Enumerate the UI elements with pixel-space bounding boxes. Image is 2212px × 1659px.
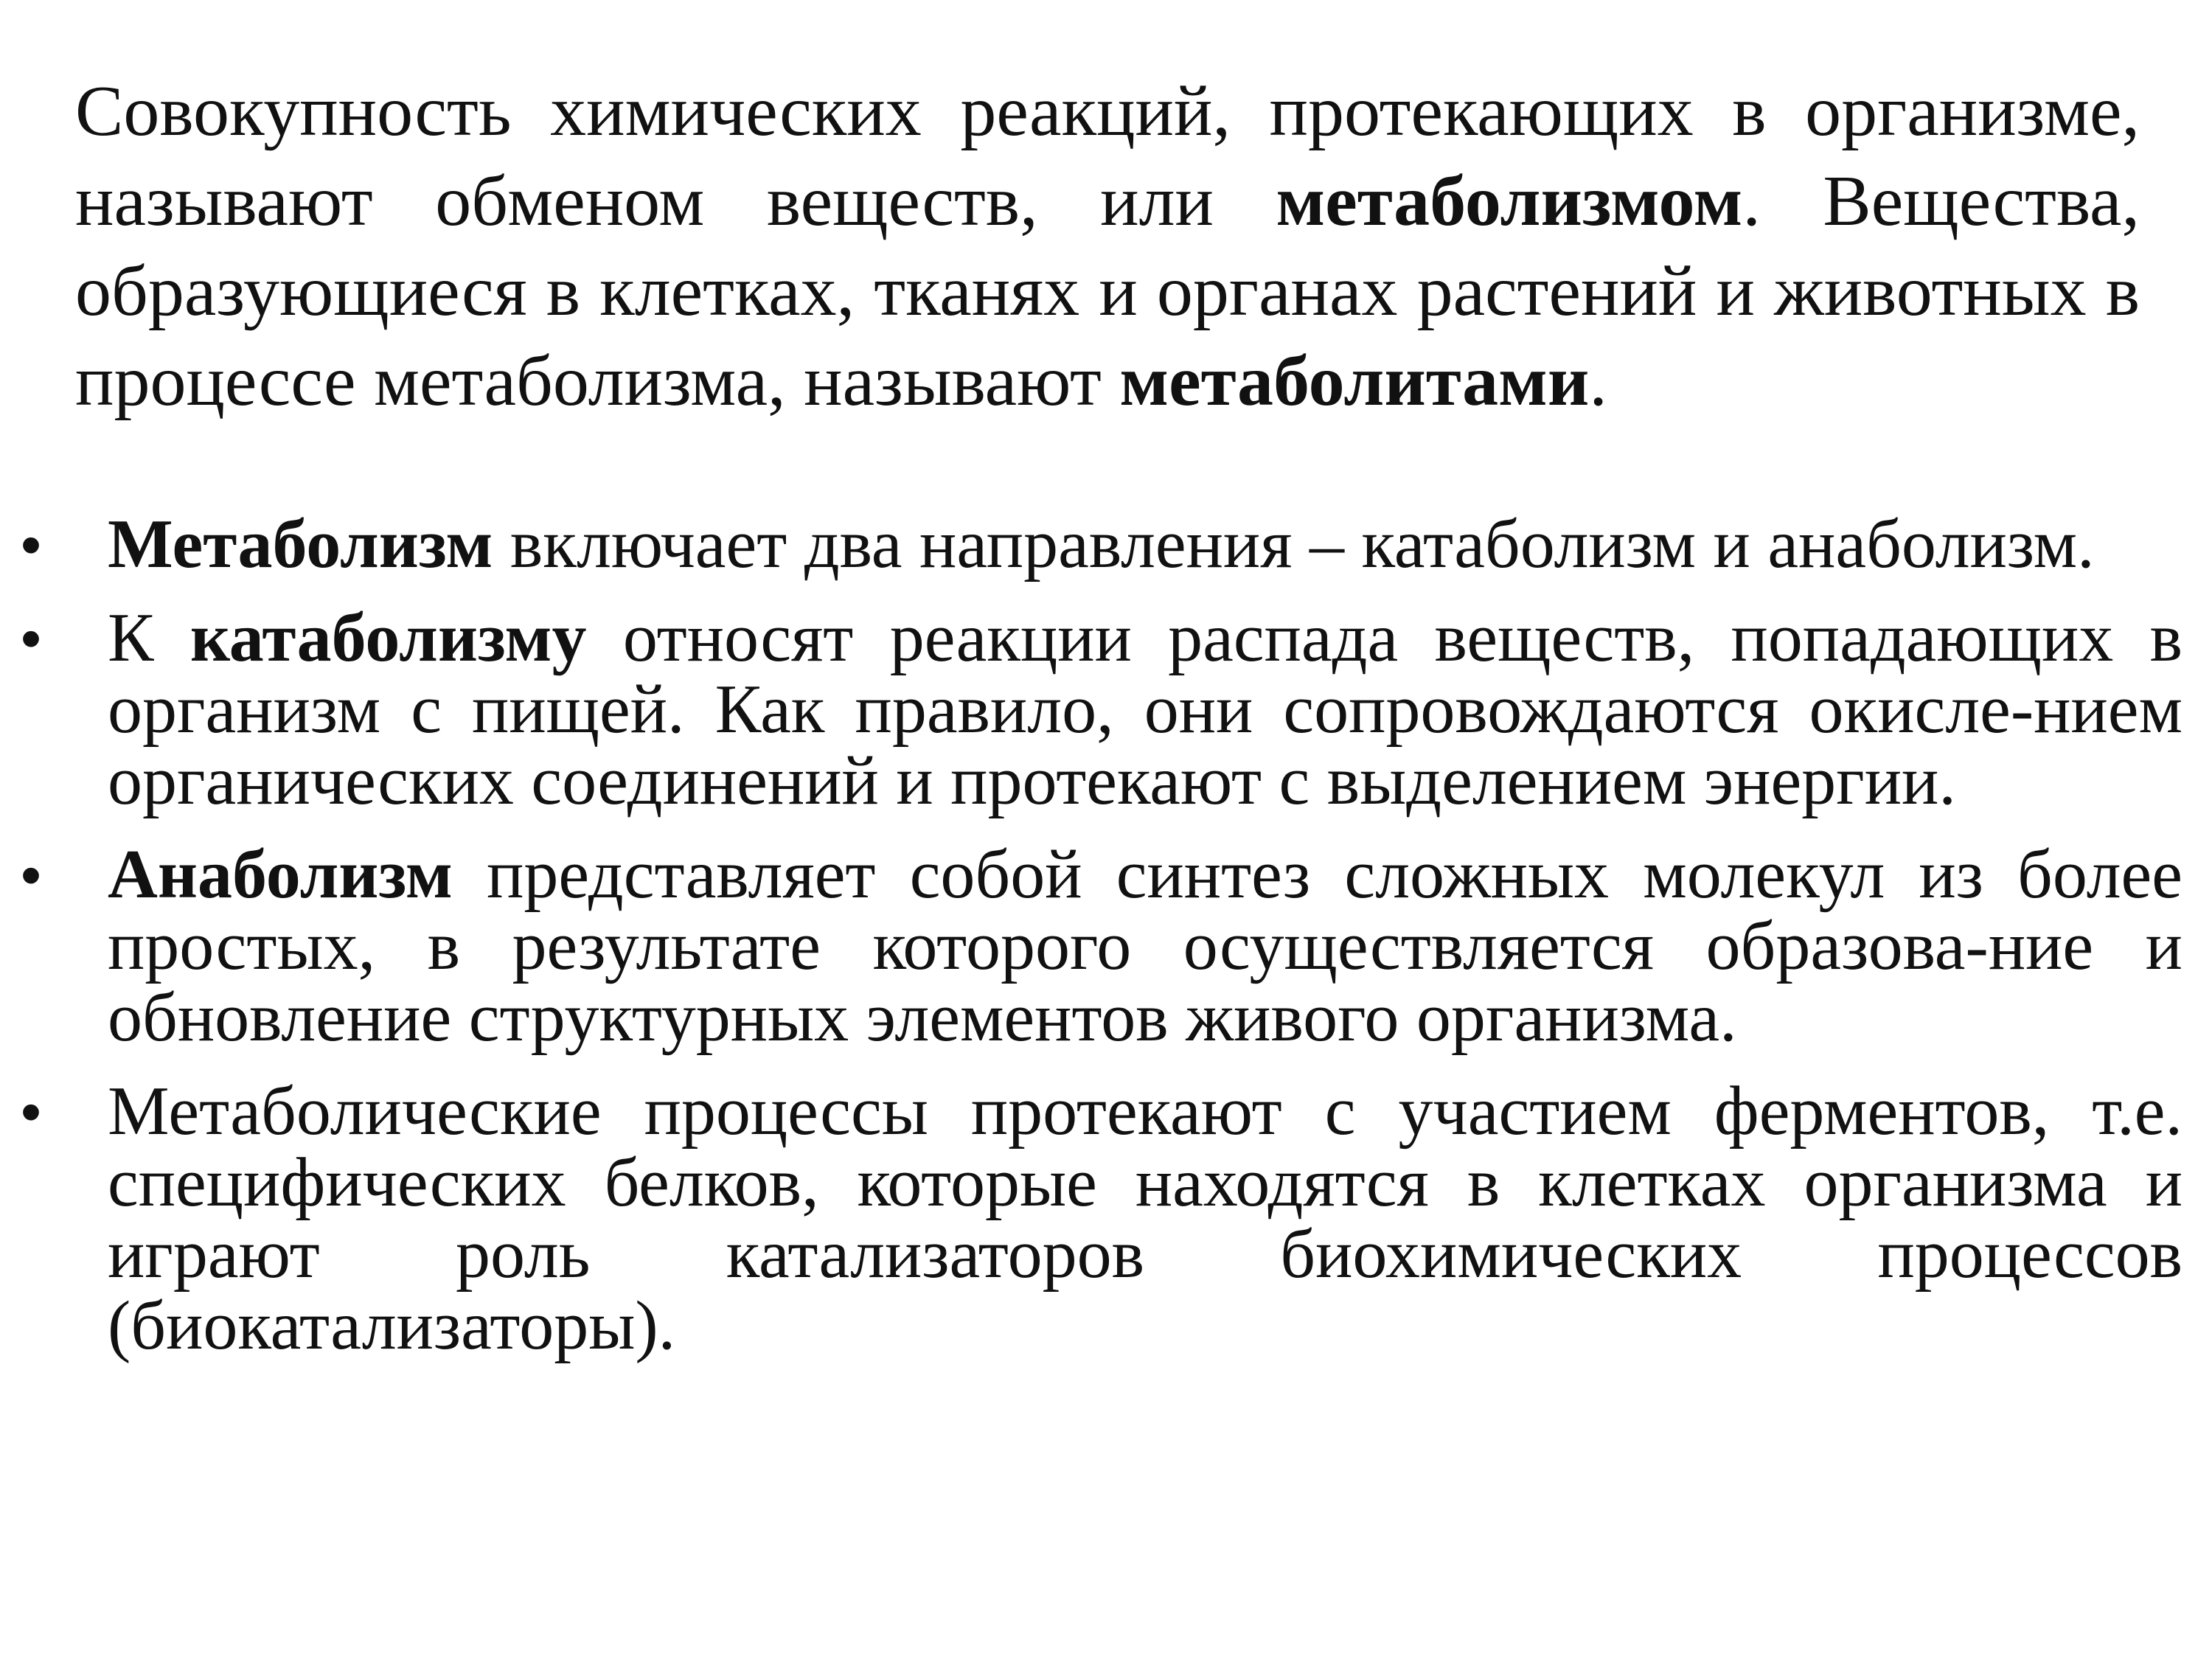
bullet-list	[0, 506, 2183, 1384]
bullet-prefix: К	[108, 599, 191, 676]
bullet-icon: •	[21, 842, 42, 908]
intro-text-part3: .	[1589, 341, 1607, 421]
bullet-text	[108, 1073, 2183, 1364]
bullet-icon: •	[21, 1079, 42, 1144]
bullet-icon: •	[21, 605, 42, 671]
bullet-body: Метаболические процессы протекают с участием ферментов, т.е. специфических белков, которые находятся в клетках организма и играют роль катализаторов биохимических процессов (биокатализаторы).	[108, 1073, 2183, 1364]
intro-text-part1: Совокупность химических реакций, протекающих в организме, называют обменом веществ, или	[75, 72, 2140, 241]
intro-text-part2: . Вещества, образующиеся в клетках, тканях и органах растений и животных в процессе метаболизма, называют	[75, 161, 2140, 421]
list-item	[0, 506, 2183, 582]
bullet-text	[108, 836, 2183, 1056]
list-item	[0, 599, 2183, 819]
bullet-body: относят реакции распада веществ, попадающих в организм с пищей. Как правило, они сопровождаются окисле-нием органических соединений и протекают с выделением энергии.	[108, 599, 2183, 819]
intro-term-metabolism: метаболизмом	[1276, 161, 1743, 241]
bullet-term: Метаболизм	[108, 506, 493, 582]
bullet-text	[108, 506, 2183, 582]
bullet-icon: •	[21, 512, 42, 577]
bullet-body: представляет собой синтез сложных молекул из более простых, в результате которого осуществляется образова-ние и обновление структурных элементов живого организма.	[108, 836, 2183, 1056]
list-item	[0, 1073, 2183, 1364]
bullet-body: включает два направления – катаболизм и анаболизм.	[493, 506, 2095, 582]
intro-term-metabolites: метаболитами	[1119, 341, 1590, 421]
intro-paragraph	[75, 66, 2140, 426]
bullet-text	[108, 599, 2183, 819]
list-item	[0, 836, 2183, 1056]
bullet-term: катаболизму	[190, 599, 587, 676]
bullet-term: Анаболизм	[108, 836, 453, 913]
